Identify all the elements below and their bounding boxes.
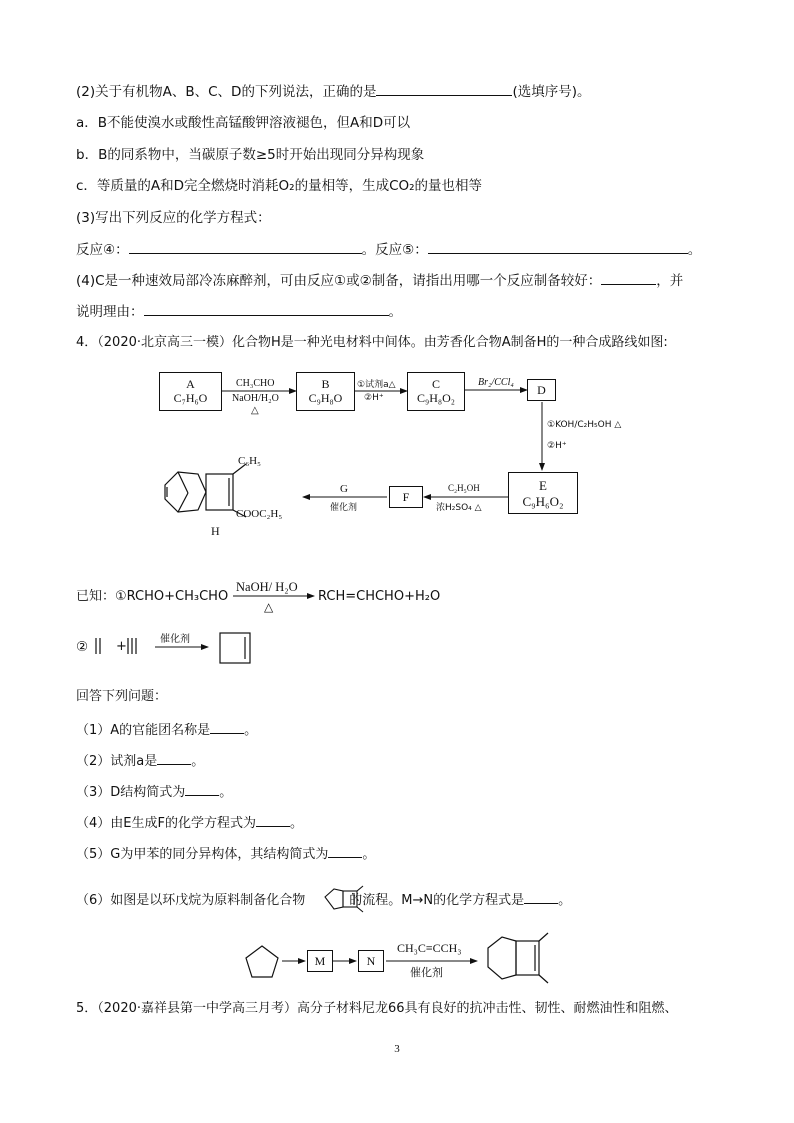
q3-part3: (3)写出下列反应的化学方程式：: [76, 210, 271, 226]
h-label: H: [211, 524, 220, 538]
flow-n-box: N: [358, 950, 384, 972]
answer-prompt: 回答下列问题：: [76, 689, 168, 704]
known-reaction-1-condition-top: NaOH/ H₂O: [236, 580, 298, 594]
compound-d-box: D: [527, 379, 556, 401]
cond-bc-top: ①试剂a△: [357, 380, 396, 390]
q3-option-b: b．B的同系物中，当碳原子数≥5时开始出现同分异构现象: [76, 147, 425, 163]
q4-sub3: （3）D结构简式为 。: [76, 782, 232, 802]
cond-ef-top: C₂H₅OH: [448, 483, 480, 493]
compound-f-box: F: [389, 486, 423, 508]
compound-h-structure: [165, 464, 246, 517]
known-reaction-1-right: RCH=CHCHO+H₂O: [318, 589, 441, 604]
q3-option-c: c．等质量的A和D完全燃烧时消耗O₂的量相等，生成CO₂的量也相等: [76, 178, 483, 194]
flow-m-box: M: [307, 950, 333, 972]
flow-reagent: CH₃C≡CCH₃: [397, 941, 462, 955]
q4-sub2: （2）试剂a是 。: [76, 751, 204, 771]
cond-ab-top: CH₃CHO: [236, 378, 275, 389]
cond-cd-top: Br₂/CCl₄: [478, 377, 514, 388]
q3-part4: (4)C是一种速效局部冷冻麻醉剂，可由反应①或②制备，请指出用哪一个反应制备较好： ，并: [76, 273, 684, 289]
cond-de-1: ①KOH/C₂H₅OH △: [547, 420, 622, 430]
answer-blank[interactable]: [157, 751, 191, 765]
q4-sub4: （4）由E生成F的化学方程式为 。: [76, 813, 303, 833]
cond-ab-bot: △: [251, 405, 259, 416]
cond-ef-bot: 浓H₂SO₄ △: [436, 503, 482, 513]
flow-catalyst: 催化剂: [410, 966, 443, 979]
q3-part2: (2)关于有机物A、B、C、D的下列说法，正确的是 (选填序号)。: [76, 84, 591, 100]
q4-sub6: （6）如图是以环戊烷为原料制备化合物 的流程。M→N的化学方程式是 。: [76, 890, 571, 910]
known-reaction-1-condition-bot: △: [264, 600, 274, 614]
page-number: 3: [394, 1043, 400, 1055]
q3-reason: 说明理由： 。: [76, 304, 402, 320]
compound-b-box: B C₉H₈O: [296, 372, 355, 411]
h-substituent-phenyl: C₆H₅: [238, 455, 261, 467]
cond-bc-bot: ②H⁺: [364, 393, 384, 403]
compound-c-box: C C₉H₈O₂: [407, 372, 465, 411]
answer-blank[interactable]: [185, 782, 219, 796]
known-reaction-2-number: ②: [76, 639, 89, 655]
q5-header: 5．（2020·嘉祥县第一中学高三月考）高分子材料尼龙66具有良好的抗冲击性、韧性、耐燃油性和阻燃、: [76, 1001, 678, 1016]
q3-option-a: a．B不能使溴水或酸性高锰酸钾溶液褪色，但A和D可以: [76, 115, 411, 131]
answer-blank[interactable]: [524, 890, 558, 904]
cond-fh-top: G: [340, 483, 348, 495]
answer-blank[interactable]: [210, 720, 244, 734]
cond-de-2: ②H⁺: [547, 441, 567, 451]
known-reaction-1-left: 已知：①RCHO+CH₃CHO: [76, 589, 229, 604]
compound-a-box: A C₇H₆O: [159, 372, 222, 411]
known-reaction-2-catalyst: 催化剂: [160, 634, 190, 645]
compound-e-box: E C₉H₆O₂: [508, 472, 578, 514]
q4-sub1: （1）A的官能团名称是 。: [76, 720, 257, 740]
q4-sub5: （5）G为甲苯的同分异构体，其结构简式为 。: [76, 844, 375, 864]
h-substituent-ester: COOC₂H₅: [236, 508, 283, 520]
known-reaction-2-plus: +: [116, 639, 127, 654]
cond-ab-mid: NaOH/H₂O: [232, 393, 279, 404]
cond-fh-bot: 催化剂: [330, 503, 358, 513]
q4-header: 4．（2020·北京高三一模）化合物H是一种光电材料中间体。由芳香化合物A制备H的一种合成路线如图:: [76, 335, 668, 350]
answer-blank[interactable]: [256, 813, 290, 827]
q3-reactions: 反应④： 。反应⑤： 。: [76, 242, 702, 258]
answer-blank[interactable]: [328, 844, 362, 858]
